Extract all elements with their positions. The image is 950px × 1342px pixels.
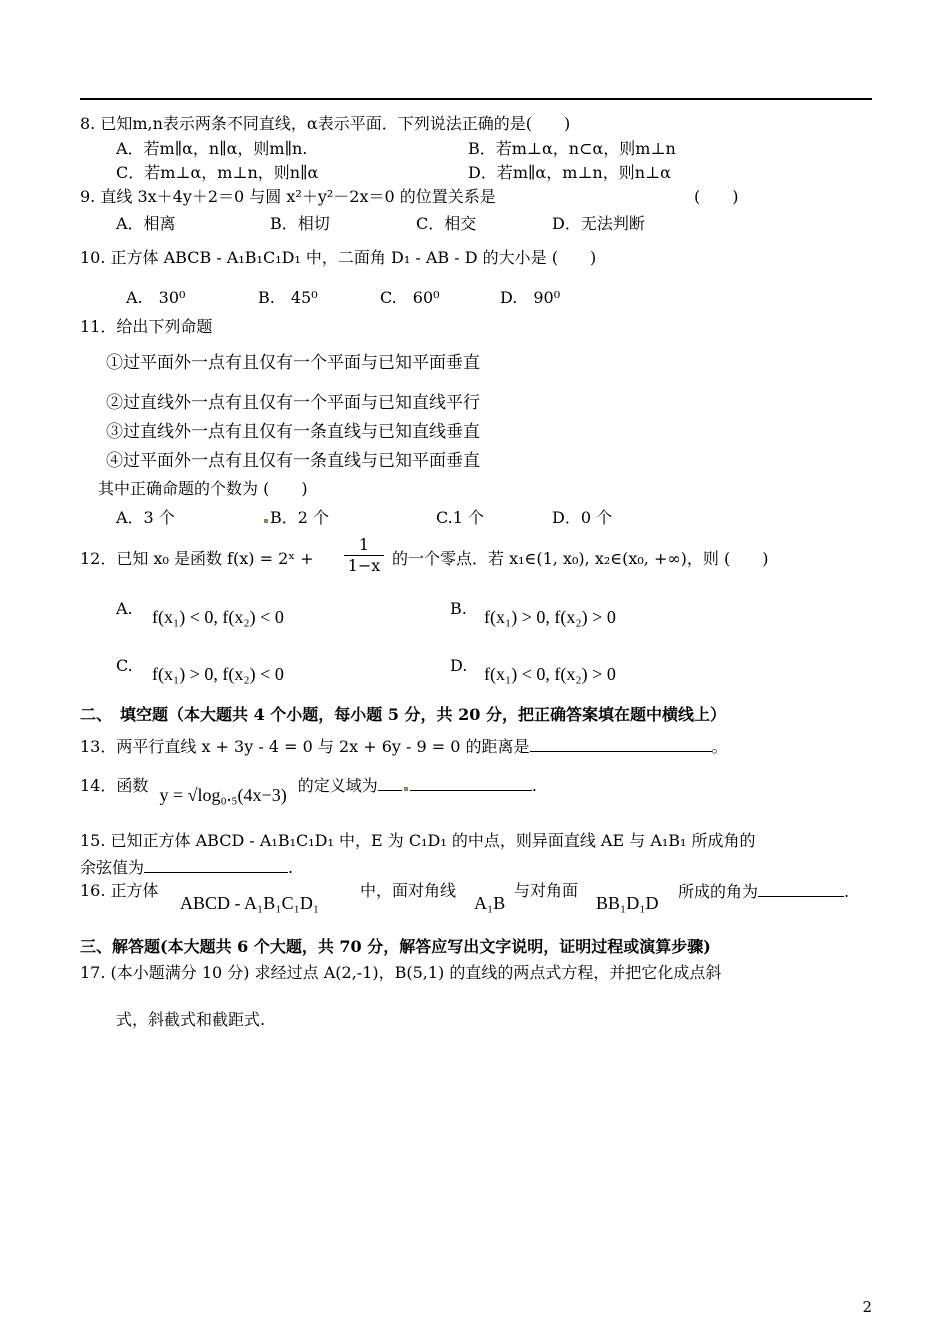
q11-stem: 11．给出下列命题 <box>80 317 213 336</box>
q14-formula: y = √log₀.₅(4x−3) <box>159 785 287 805</box>
page-number: 2 <box>862 1298 872 1316</box>
q9-option-c: C．相交 <box>416 214 477 233</box>
q12-option-a: f(x₁) < 0, f(x₂) < 0 <box>152 607 284 627</box>
q9-stem: 9. 直线 3x＋4y＋2＝0 与圆 x²＋y²－2x＝0 的位置关系是 <box>80 187 496 206</box>
q11-option-a: A．3 个 <box>116 508 175 527</box>
q11-option-b: B．2 个 <box>262 507 329 529</box>
q10-stem: 10. 正方体 ABCB - A₁B₁C₁D₁ 中，二面角 D₁ - AB - D 的大小是 ( ) <box>80 248 597 267</box>
q13 <box>80 735 728 758</box>
q12-option-c-label: C. <box>116 656 133 675</box>
q12-option-c: f(x₁) > 0, f(x₂) < 0 <box>152 664 284 684</box>
q11-option-d: D．0 个 <box>552 508 613 527</box>
q16-mid1: 中，面对角线 <box>360 881 457 900</box>
q8-option-b: B．若m⊥α，n⊂α，则m⊥n <box>468 139 676 158</box>
q13-answer-blank[interactable] <box>530 735 712 752</box>
q11-proposition-1: ①过平面外一点有且仅有一个平面与已知平面垂直 <box>106 353 480 373</box>
q12-option-d: f(x₁) < 0, f(x₂) > 0 <box>484 664 616 684</box>
q12-option-b-label: B. <box>450 599 467 618</box>
q15-answer-blank[interactable] <box>144 856 288 873</box>
q15-line2: 余弦值为 . <box>80 858 294 877</box>
q11-ask: 其中正确命题的个数为 ( ) <box>98 479 308 498</box>
q12-stem-post: 的一个零点．若 x₁∈(1, x₀), x₂∈(x₀, +∞)，则 ( ) <box>392 549 769 568</box>
q15-line1: 15. 已知正方体 ABCD - A₁B₁C₁D₁ 中，E 为 C₁D₁ 的中点，则异面直线 AE 与 A₁B₁ 所成角的 <box>80 831 756 850</box>
q16-mid3: 所成的角为 . <box>678 882 850 901</box>
q10-option-a: A. 30⁰ <box>126 288 186 307</box>
q11-proposition-4: ④过平面外一点有且仅有一条直线与已知平面垂直 <box>106 451 480 471</box>
q16-pre: 16. 正方体 <box>80 881 159 900</box>
q17-line1: 17. (本小题满分 10 分) 求经过点 A(2,-1)，B(5,1) 的直线的两点式方程，并把它化成点斜 <box>80 963 722 982</box>
q16-answer-blank[interactable] <box>758 880 844 897</box>
q11-proposition-2: ②过直线外一点有且仅有一个平面与已知直线平行 <box>106 393 480 413</box>
q16-mid2: 与对角面 <box>514 881 579 900</box>
q13-text: 13．两平行直线 x + 3y - 4 = 0 与 2x + 6y - 9 = 0 的距离是 <box>80 737 530 756</box>
q14-end: . <box>531 776 537 795</box>
q14-answer-blank[interactable] <box>410 774 532 791</box>
q8-stem: 8. 已知m,n表示两条不同直线，α表示平面．下列说法正确的是( ) <box>80 114 571 133</box>
q14 <box>80 774 537 805</box>
q9-option-a: A．相离 <box>116 214 176 233</box>
q8-option-a: A．若m∥α，n∥α，则m∥n. <box>116 139 308 158</box>
q8-option-d: D．若m∥α，m⊥n，则n⊥α <box>468 163 671 182</box>
section2-title: 二、 填空题（本大题共 4 个小题，每小题 5 分，共 20 分，把正确答案填在题中横线上） <box>80 705 726 724</box>
q10-option-c: C. 60⁰ <box>380 288 440 307</box>
q11-option-c: C.1 个 <box>436 508 485 527</box>
q13-end: 。 <box>711 737 728 756</box>
q9-option-b: B．相切 <box>270 214 330 233</box>
q10-option-b: B. 45⁰ <box>258 288 318 307</box>
q16-diagonal: A₁B <box>474 893 506 913</box>
ink-dot <box>264 519 268 523</box>
q8-option-c: C．若m⊥α，m⊥n，则n∥α <box>116 163 319 182</box>
q17-line2: 式，斜截式和截距式. <box>116 1010 266 1029</box>
q11-proposition-3: ③过直线外一点有且仅有一条直线与已知直线垂直 <box>106 422 480 442</box>
q12-fraction <box>344 535 384 576</box>
q12-fraction-numerator: 1 <box>358 535 370 554</box>
q12-option-a-label: A. <box>116 599 133 618</box>
top-rule <box>80 98 872 100</box>
q16-plane: BB₁D₁D <box>596 893 659 913</box>
q12-option-d-label: D. <box>450 656 468 675</box>
section3-title: 三、解答题(本大题共 6 个大题，共 70 分，解答应写出文字说明，证明过程或演算步骤) <box>80 937 711 956</box>
q16-cube: ABCD - A₁B₁C₁D₁ <box>180 893 320 913</box>
q14-label: 14．函数 <box>80 776 149 795</box>
q12-fraction-denominator: 1−x <box>344 555 384 576</box>
q12-option-b: f(x₁) > 0, f(x₂) > 0 <box>484 607 616 627</box>
q10-option-d: D. 90⁰ <box>500 288 561 307</box>
q9-option-d: D．无法判断 <box>552 214 645 233</box>
q14-mid: 的定义域为 <box>297 776 378 795</box>
q12-stem-pre: 12．已知 x₀ 是函数 f(x) = 2ˣ + <box>80 549 314 568</box>
ink-dot <box>404 787 408 791</box>
q9-answer-paren: ( ) <box>694 187 739 206</box>
